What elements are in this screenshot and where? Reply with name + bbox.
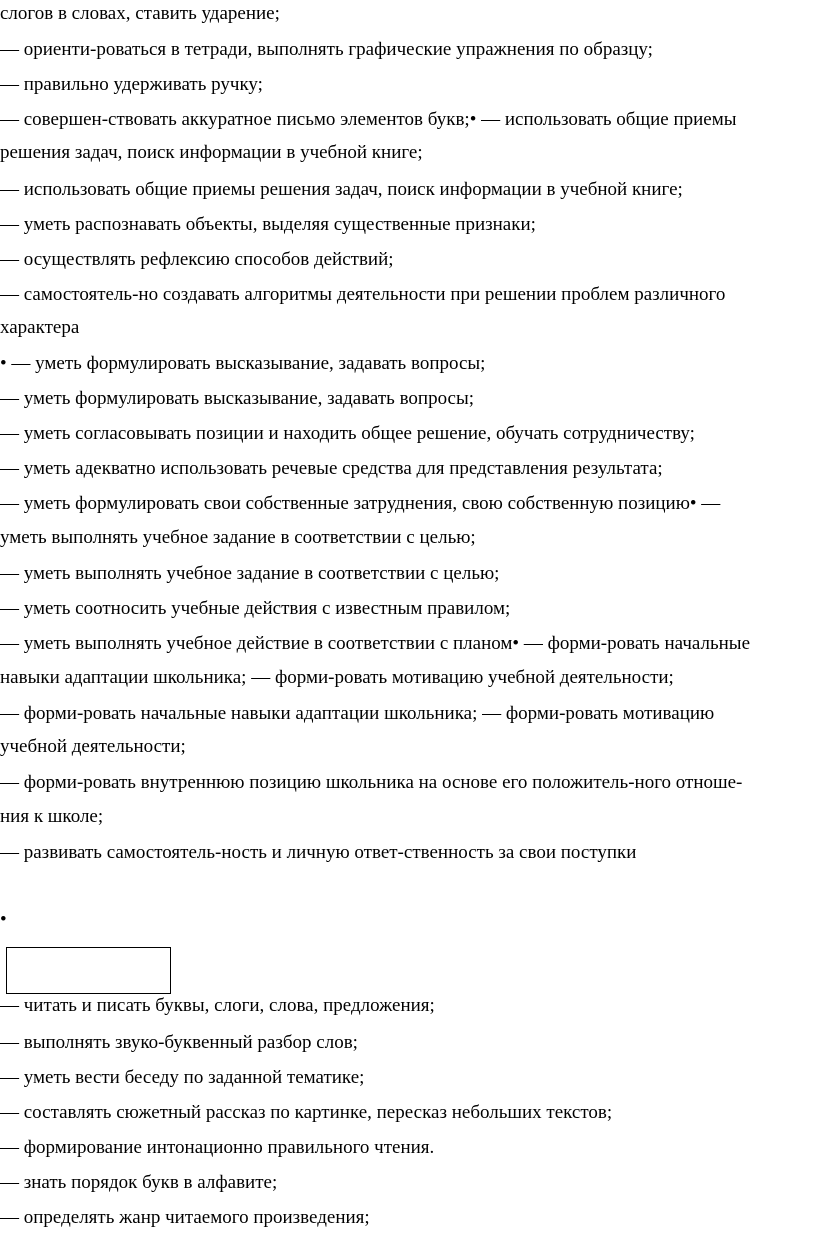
text-line: — уметь соотносить учебные действия с известным правилом; — [0, 598, 511, 619]
text-line: решения задач, поиск информации в учебной книге; — [0, 142, 423, 163]
text-line: — развивать самостоятель-ность и личную ответ-ственность за свои поступки — [0, 842, 637, 863]
text-line: — уметь распознавать объекты, выделяя существенные признаки; — [0, 214, 536, 235]
text-line: • — уметь формулировать высказывание, задавать вопросы; — [0, 353, 486, 374]
text-line: — выполнять звуко-буквенный разбор слов; — [0, 1032, 358, 1053]
text-line: — совершен-ствовать аккуратное письмо элементов букв;• — использовать общие приемы — [0, 109, 737, 130]
text-line: — читать и писать буквы, слоги, слова, предложения; — [0, 995, 435, 1016]
text-line: — формирование интонационно правильного чтения. — [0, 1137, 435, 1158]
bullet: • — [0, 909, 7, 930]
text-line: — форми-ровать начальные навыки адаптации школьника; — форми-ровать мотивацию — [0, 703, 715, 724]
text-line: — уметь формулировать свои собственные затруднения, свою собственную позицию• — — [0, 493, 721, 514]
text-line: — уметь выполнять учебное задание в соответствии с целью; — [0, 563, 500, 584]
text-line: уметь выполнять учебное задание в соответствии с целью; — [0, 527, 476, 548]
text-line: — уметь выполнять учебное действие в соответствии с планом• — форми-ровать начальные — [0, 633, 751, 654]
text-line: — уметь формулировать высказывание, задавать вопросы; — [0, 388, 475, 409]
text-line: ния к школе; — [0, 806, 104, 827]
text-line: — форми-ровать внутреннюю позицию школьника на основе его положитель-ного отноше- — [0, 772, 743, 793]
text-line: — уметь адекватно использовать речевые средства для представления результата; — [0, 458, 663, 479]
text-line: навыки адаптации школьника; — форми-ровать мотивацию учебной деятельности; — [0, 667, 674, 688]
text-line: характера — [0, 317, 80, 338]
text-line: — самостоятель-но создавать алгоритмы деятельности при решении проблем различного — [0, 284, 726, 305]
text-line: слогов в словах, ставить ударение; — [0, 3, 280, 24]
text-line: учебной деятельности; — [0, 736, 186, 757]
text-line: — осуществлять рефлексию способов действий; — [0, 249, 394, 270]
text-line: — ориенти-роваться в тетради, выполнять графические упражнения по образцу; — [0, 39, 653, 60]
text-line: — знать порядок букв в алфавите; — [0, 1172, 278, 1193]
empty-frame — [6, 947, 171, 994]
text-line: — правильно удерживать ручку; — [0, 74, 263, 95]
text-line: — использовать общие приемы решения задач, поиск информации в учебной книге; — [0, 179, 683, 200]
text-line: — составлять сюжетный рассказ по картинке, пересказ небольших текстов; — [0, 1102, 613, 1123]
text-line: — уметь согласовывать позиции и находить общее решение, обучать сотрудничеству; — [0, 423, 695, 444]
text-line: — определять жанр читаемого произведения; — [0, 1207, 370, 1228]
text-line: — уметь вести беседу по заданной тематике; — [0, 1067, 365, 1088]
